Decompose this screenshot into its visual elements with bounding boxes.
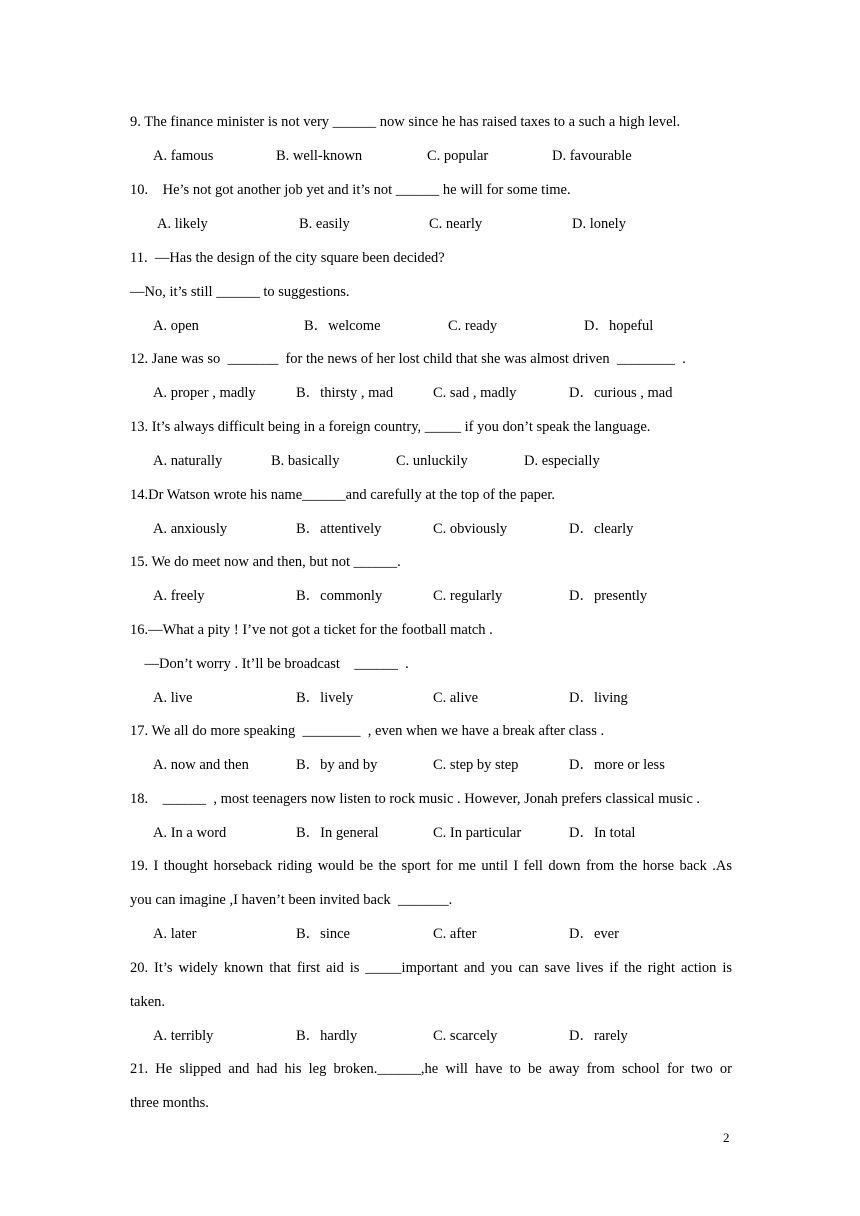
question-18-option-d: D．In total <box>569 825 636 841</box>
question-11-option-b: B．welcome <box>304 318 381 334</box>
question-12-option-a: A. proper , madly <box>153 385 256 401</box>
question-15-option-a: A. freely <box>153 588 205 604</box>
question-18-option-b: B．In general <box>296 825 379 841</box>
question-16-option-c: C. alive <box>433 690 479 706</box>
question-16-option-b: B．lively <box>296 690 354 706</box>
question-14-option-c: C. obviously <box>433 521 508 537</box>
question-18-stem-line: 18. ______ , most teenagers now listen to rock music . However, Jonah prefers classical music . <box>130 791 701 807</box>
question-13-option-d: D. especially <box>524 453 600 469</box>
question-11-option-c: C. ready <box>448 318 498 334</box>
question-15-stem-line: 15. We do meet now and then, but not ______. <box>130 554 401 570</box>
question-18-option-c: C. In particular <box>433 825 522 841</box>
question-10-option-b: B. easily <box>299 216 350 232</box>
question-11-option-d: D．hopeful <box>584 318 654 334</box>
question-19-stem-line: you can imagine ,I haven’t been invited back _______. <box>130 892 453 908</box>
question-19-option-c: C. after <box>433 926 477 942</box>
question-14-stem-line: 14.Dr Watson wrote his name______and carefully at the top of the paper. <box>130 487 555 503</box>
question-9-option-b: B. well-known <box>276 148 363 164</box>
question-17-stem-line: 17. We all do more speaking ________ , even when we have a break after class . <box>130 723 605 739</box>
question-17-option-d: D．more or less <box>569 757 665 773</box>
question-21-stem-line: three months. <box>130 1095 209 1111</box>
question-20-option-a: A. terribly <box>153 1028 214 1044</box>
question-16-option-a: A. live <box>153 690 193 706</box>
page-number: 2 <box>723 1130 730 1145</box>
question-10-option-c: C. nearly <box>429 216 483 232</box>
question-15-option-c: C. regularly <box>433 588 503 604</box>
question-15-option-d: D．presently <box>569 588 648 604</box>
question-21-stem-line: 21. He slipped and had his leg broken.______,he will have to be away from school for two or <box>130 1061 732 1077</box>
question-12-option-d: D．curious , mad <box>569 385 673 401</box>
question-10-option-d: D. lonely <box>572 216 626 232</box>
question-20-option-d: D．rarely <box>569 1028 628 1044</box>
question-12-stem-line: 12. Jane was so _______ for the news of her lost child that she was almost driven ________ . <box>130 351 686 367</box>
question-19-option-b: B．since <box>296 926 350 942</box>
question-19-option-a: A. later <box>153 926 197 942</box>
question-16-option-d: D．living <box>569 690 628 706</box>
question-13-option-a: A. naturally <box>153 453 223 469</box>
question-9-option-d: D. favourable <box>552 148 632 164</box>
question-17-option-c: C. step by step <box>433 757 519 773</box>
question-17-option-b: B．by and by <box>296 757 378 773</box>
question-9-option-c: C. popular <box>427 148 489 164</box>
question-16-stem-line: —Don’t worry . It’ll be broadcast ______ . <box>130 656 409 672</box>
question-12-option-c: C. sad , madly <box>433 385 517 401</box>
question-17-option-a: A. now and then <box>153 757 249 773</box>
question-10-stem-line: 10. He’s not got another job yet and it’s not ______ he will for some time. <box>130 182 571 198</box>
question-9-stem-line: 9. The finance minister is not very ______ now since he has raised taxes to a such a high level. <box>130 114 681 130</box>
question-14-option-d: D．clearly <box>569 521 634 537</box>
question-10-option-a: A. likely <box>157 216 208 232</box>
question-20-stem-line: taken. <box>130 994 166 1010</box>
question-14-option-b: B．attentively <box>296 521 382 537</box>
question-20-stem-line: 20. It’s widely known that first aid is _____important and you can save lives if the right action is <box>130 960 732 976</box>
question-13-stem-line: 13. It’s always difficult being in a foreign country, _____ if you don’t speak the language. <box>130 419 651 435</box>
question-9-option-a: A. famous <box>153 148 214 164</box>
question-14-option-a: A. anxiously <box>153 521 228 537</box>
question-11-stem-line: 11. —Has the design of the city square been decided? <box>130 250 445 266</box>
question-11-stem-line: —No, it’s still ______ to suggestions. <box>130 284 350 300</box>
question-19-stem-line: 19. I thought horseback riding would be the sport for me until I fell down from the horse back .As <box>130 858 732 874</box>
question-13-option-b: B. basically <box>271 453 340 469</box>
question-15-option-b: B．commonly <box>296 588 383 604</box>
question-20-option-b: B．hardly <box>296 1028 358 1044</box>
question-20-option-c: C. scarcely <box>433 1028 498 1044</box>
question-19-option-d: D．ever <box>569 926 619 942</box>
question-12-option-b: B．thirsty , mad <box>296 385 394 401</box>
question-16-stem-line: 16.—What a pity ! I’ve not got a ticket for the football match . <box>130 622 493 638</box>
question-11-option-a: A. open <box>153 318 199 334</box>
question-18-option-a: A. In a word <box>153 825 227 841</box>
question-13-option-c: C. unluckily <box>396 453 468 469</box>
